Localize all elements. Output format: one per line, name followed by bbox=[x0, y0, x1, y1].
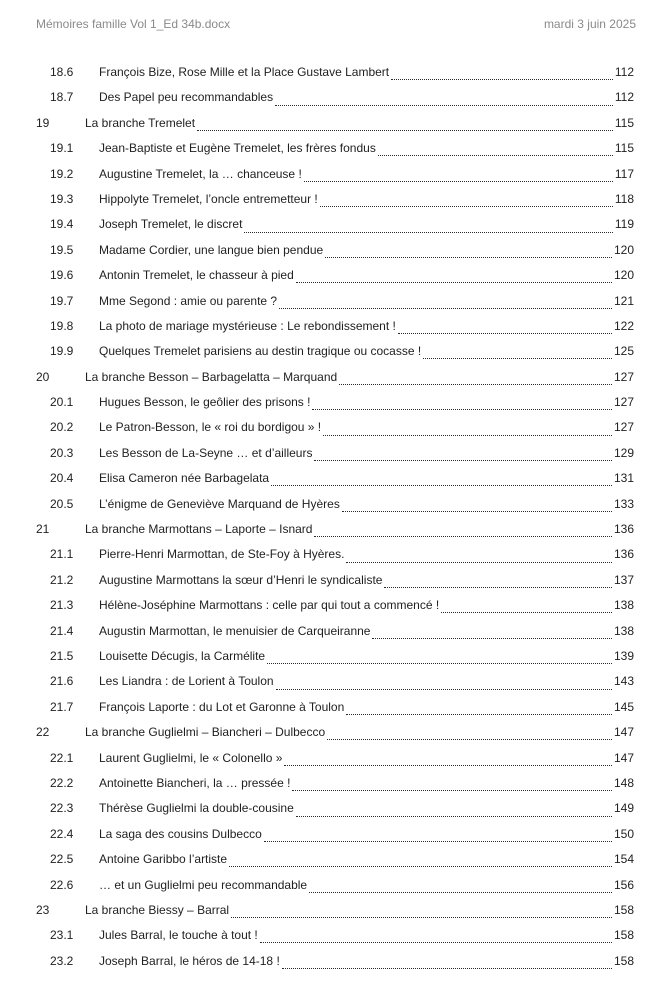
toc-entry-page-number: 118 bbox=[614, 191, 634, 206]
toc-section-entry[interactable] bbox=[36, 568, 634, 593]
toc-chapter-entry[interactable] bbox=[36, 365, 634, 390]
toc-dot-leader bbox=[378, 147, 613, 156]
toc-entry-title: Thérèse Guglielmi la double-cousine bbox=[99, 801, 294, 816]
toc-entry-title: Les Besson de La-Seyne … et d’ailleurs bbox=[99, 445, 313, 460]
toc-entry-page-number: 120 bbox=[613, 242, 634, 257]
toc-entry-number: 22.4 bbox=[50, 826, 74, 841]
toc-dot-leader bbox=[372, 630, 611, 639]
toc-dot-leader bbox=[314, 528, 612, 537]
toc-entry-title: Joseph Tremelet, le discret bbox=[99, 217, 243, 232]
toc-entry-number: 20.1 bbox=[50, 395, 74, 410]
toc-entry-page-number: 158 bbox=[613, 902, 634, 917]
toc-section-entry[interactable] bbox=[36, 162, 634, 187]
toc-section-entry[interactable] bbox=[36, 847, 634, 872]
toc-entry-title: Jean-Baptiste et Eugène Tremelet, les frères fondus bbox=[99, 141, 376, 156]
toc-chapter-entry[interactable] bbox=[36, 111, 634, 136]
toc-dot-leader bbox=[229, 858, 612, 867]
toc-entry-page-number: 127 bbox=[613, 395, 634, 410]
toc-entry-page-number: 129 bbox=[613, 445, 634, 460]
toc-entry-title: Hugues Besson, le geôlier des prisons ! bbox=[99, 395, 311, 410]
toc-dot-leader bbox=[276, 681, 612, 690]
toc-section-entry[interactable] bbox=[36, 949, 634, 974]
toc-entry-page-number: 131 bbox=[613, 471, 634, 486]
toc-entry-number: 20.5 bbox=[50, 496, 74, 511]
toc-entry-number: 19.3 bbox=[50, 191, 74, 206]
toc-entry-page-number: 149 bbox=[613, 801, 634, 816]
toc-entry-page-number: 119 bbox=[614, 217, 634, 232]
toc-dot-leader bbox=[264, 833, 612, 842]
toc-entry-title: L’énigme de Geneviève Marquand de Hyères bbox=[99, 496, 340, 511]
toc-entry-page-number: 136 bbox=[613, 522, 634, 537]
toc-entry-title: Augustine Marmottans la sœur d’Henri le syndicaliste bbox=[99, 572, 383, 587]
toc-entry-page-number: 115 bbox=[614, 115, 634, 130]
toc-entry-number: 23.1 bbox=[50, 928, 74, 943]
toc-entry-number: 21 bbox=[36, 522, 50, 537]
toc-entry-page-number: 122 bbox=[613, 318, 634, 333]
toc-entry-title: Hélène-Joséphine Marmottans : celle par qui tout a commencé ! bbox=[99, 598, 440, 613]
toc-entry-page-number: 127 bbox=[613, 420, 634, 435]
toc-entry-number: 20.4 bbox=[50, 471, 74, 486]
toc-entry-page-number: 156 bbox=[613, 877, 634, 892]
toc-entry-page-number: 137 bbox=[613, 572, 634, 587]
toc-entry-number: 19.6 bbox=[50, 268, 74, 283]
toc-entry-page-number: 150 bbox=[613, 826, 634, 841]
toc-entry-title: Le Patron-Besson, le « roi du bordigou » ! bbox=[99, 420, 322, 435]
toc-entry-title: La saga des cousins Dulbecco bbox=[99, 826, 262, 841]
toc-section-entry[interactable] bbox=[36, 85, 634, 110]
toc-dot-leader bbox=[314, 452, 612, 461]
toc-entry-title: La branche Guglielmi – Biancheri – Dulbecco bbox=[85, 725, 326, 740]
toc-dot-leader bbox=[309, 884, 612, 893]
toc-section-entry[interactable] bbox=[36, 136, 634, 161]
toc-dot-leader bbox=[325, 249, 612, 258]
toc-dot-leader bbox=[398, 325, 612, 334]
toc-entry-number: 19.5 bbox=[50, 242, 74, 257]
toc-entry-title: Elisa Cameron née Barbagelata bbox=[99, 471, 270, 486]
toc-entry-number: 22.6 bbox=[50, 877, 74, 892]
toc-entry-page-number: 138 bbox=[613, 598, 634, 613]
toc-entry-page-number: 147 bbox=[613, 725, 634, 740]
toc-dot-leader bbox=[391, 71, 613, 80]
toc-entry-title: Augustin Marmottan, le menuisier de Carqueiranne bbox=[99, 623, 371, 638]
toc-entry-title: Quelques Tremelet parisiens au destin tragique ou cocasse ! bbox=[99, 344, 422, 359]
toc-entry-title: La branche Biessy – Barral bbox=[85, 902, 230, 917]
toc-entry-page-number: 145 bbox=[613, 699, 634, 714]
toc-entry-number: 19.8 bbox=[50, 318, 74, 333]
toc-entry-number: 23.2 bbox=[50, 953, 74, 968]
toc-section-entry[interactable] bbox=[36, 289, 634, 314]
toc-dot-leader bbox=[346, 554, 612, 563]
toc-entry-number: 19.2 bbox=[50, 166, 74, 181]
toc-section-entry[interactable] bbox=[36, 669, 634, 694]
toc-entry-title: Des Papel peu recommandables bbox=[99, 90, 274, 105]
toc-entry-title: François Bize, Rose Mille et la Place Gustave Lambert bbox=[99, 65, 390, 79]
toc-section-entry[interactable] bbox=[36, 746, 634, 771]
toc-dot-leader bbox=[197, 122, 613, 131]
toc-entry-title: La branche Tremelet bbox=[85, 115, 196, 130]
page-header bbox=[36, 17, 636, 35]
toc-entry-title: Antoine Garibbo l’artiste bbox=[99, 852, 228, 867]
toc-dot-leader bbox=[296, 274, 612, 283]
toc-entry-title: Antoinette Biancheri, la … pressée ! bbox=[99, 775, 291, 790]
toc-entry-number: 21.2 bbox=[50, 572, 74, 587]
header-date: mardi 3 juin 2025 bbox=[543, 17, 636, 31]
toc-dot-leader bbox=[296, 808, 612, 817]
toc-section-entry[interactable] bbox=[36, 187, 634, 212]
toc-dot-leader bbox=[244, 224, 612, 233]
toc-dot-leader bbox=[260, 934, 612, 943]
toc-section-entry[interactable] bbox=[36, 390, 634, 415]
toc-section-entry[interactable] bbox=[36, 314, 634, 339]
toc-entry-number: 21.4 bbox=[50, 623, 74, 638]
toc-entry-title: Joseph Barral, le héros de 14-18 ! bbox=[99, 953, 280, 968]
toc-dot-leader bbox=[312, 401, 612, 410]
toc-entry-number: 21.1 bbox=[50, 547, 74, 562]
toc-entry-number: 23 bbox=[36, 902, 50, 917]
toc-entry-title: Augustine Tremelet, la … chanceuse ! bbox=[99, 166, 302, 181]
toc-section-entry[interactable] bbox=[36, 873, 634, 898]
toc-section-entry[interactable] bbox=[36, 339, 634, 364]
toc-dot-leader bbox=[275, 97, 613, 106]
toc-entry-page-number: 120 bbox=[613, 268, 634, 283]
toc-dot-leader bbox=[267, 655, 612, 664]
toc-entry-number: 20 bbox=[36, 369, 50, 384]
toc-entry-number: 21.3 bbox=[50, 598, 74, 613]
toc-entry-title: La branche Marmottans – Laporte – Isnard bbox=[85, 522, 313, 537]
toc-entry-number: 22.1 bbox=[50, 750, 74, 765]
toc-entry-number: 19.9 bbox=[50, 344, 74, 359]
toc-entry-number: 20.2 bbox=[50, 420, 74, 435]
toc-entry-page-number: 138 bbox=[613, 623, 634, 638]
toc-entry-title: Laurent Guglielmi, le « Colonello » bbox=[99, 750, 283, 765]
toc-entry-page-number: 125 bbox=[613, 344, 634, 359]
toc-entry-page-number: 136 bbox=[613, 547, 634, 562]
toc-entry-page-number: 139 bbox=[613, 648, 634, 663]
toc-entry-title: Louisette Décugis, la Carmélite bbox=[99, 648, 266, 663]
toc-entry-page-number: 158 bbox=[613, 953, 634, 968]
toc-dot-leader bbox=[327, 731, 612, 740]
toc-entry-title: Antonin Tremelet, le chasseur à pied bbox=[99, 268, 294, 283]
toc-dot-leader bbox=[304, 173, 613, 182]
toc-dot-leader bbox=[292, 782, 612, 791]
toc-entry-page-number: 143 bbox=[613, 674, 634, 689]
toc-entry-title: La photo de mariage mystérieuse : Le rebondissement ! bbox=[99, 318, 396, 333]
toc-entry-page-number: 121 bbox=[613, 293, 634, 308]
toc-dot-leader bbox=[231, 909, 612, 918]
toc-section-entry[interactable] bbox=[36, 542, 634, 567]
toc-dot-leader bbox=[323, 427, 612, 436]
toc-entry-number: 19 bbox=[36, 115, 50, 130]
toc-section-entry[interactable] bbox=[36, 695, 634, 720]
toc-entry-title: Madame Cordier, une langue bien pendue bbox=[99, 242, 324, 257]
toc-entry-page-number: 133 bbox=[613, 496, 634, 511]
toc-entry-page-number: 127 bbox=[613, 369, 634, 384]
toc-dot-leader bbox=[342, 503, 612, 512]
toc-entry-number: 20.3 bbox=[50, 445, 74, 460]
toc-entry-page-number: 112 bbox=[614, 90, 634, 105]
toc-entry-page-number: 147 bbox=[613, 750, 634, 765]
toc-entry-number: 22 bbox=[36, 725, 50, 740]
toc-chapter-entry[interactable] bbox=[36, 720, 634, 745]
toc-section-entry[interactable] bbox=[36, 263, 634, 288]
toc-entry-number: 19.7 bbox=[50, 293, 74, 308]
toc-entry-title: Pierre-Henri Marmottan, de Ste-Foy à Hyères. bbox=[99, 547, 345, 562]
toc-dot-leader bbox=[320, 198, 613, 207]
toc-entry-title: Hippolyte Tremelet, l’oncle entremetteur ! bbox=[99, 191, 318, 206]
toc-section-entry[interactable] bbox=[36, 212, 634, 237]
toc-section-entry[interactable] bbox=[36, 796, 634, 821]
table-of-contents bbox=[36, 60, 634, 974]
toc-entry-page-number: 148 bbox=[613, 775, 634, 790]
toc-chapter-entry[interactable] bbox=[36, 517, 634, 542]
toc-entry-number: 22.5 bbox=[50, 852, 74, 867]
toc-section-entry[interactable] bbox=[36, 415, 634, 440]
toc-entry-title: François Laporte : du Lot et Garonne à Toulon bbox=[99, 699, 345, 714]
toc-entry-number: 21.5 bbox=[50, 648, 74, 663]
toc-section-entry[interactable] bbox=[36, 492, 634, 517]
toc-section-entry[interactable] bbox=[36, 466, 634, 491]
toc-section-entry[interactable] bbox=[36, 441, 634, 466]
toc-section-entry[interactable] bbox=[36, 923, 634, 948]
document-title: Mémoires famille Vol 1_Ed 34b.docx bbox=[36, 17, 231, 31]
toc-dot-leader bbox=[271, 477, 612, 486]
toc-section-entry[interactable] bbox=[36, 619, 634, 644]
toc-dot-leader bbox=[423, 350, 612, 359]
toc-chapter-entry[interactable] bbox=[36, 898, 634, 923]
toc-section-entry[interactable] bbox=[36, 60, 634, 85]
toc-dot-leader bbox=[279, 300, 612, 309]
toc-dot-leader bbox=[346, 706, 612, 715]
toc-entry-number: 21.7 bbox=[50, 699, 74, 714]
toc-entry-title: Jules Barral, le touche à tout ! bbox=[99, 928, 258, 943]
toc-dot-leader bbox=[384, 579, 612, 588]
toc-entry-page-number: 115 bbox=[614, 141, 634, 156]
toc-entry-number: 19.1 bbox=[50, 141, 74, 156]
toc-section-entry[interactable] bbox=[36, 238, 634, 263]
toc-section-entry[interactable] bbox=[36, 822, 634, 847]
toc-entry-title: Les Liandra : de Lorient à Toulon bbox=[99, 674, 274, 689]
toc-section-entry[interactable] bbox=[36, 644, 634, 669]
toc-dot-leader bbox=[339, 376, 612, 385]
toc-dot-leader bbox=[441, 604, 612, 613]
toc-entry-number: 22.3 bbox=[50, 801, 74, 816]
toc-entry-number: 21.6 bbox=[50, 674, 74, 689]
toc-section-entry[interactable] bbox=[36, 771, 634, 796]
toc-dot-leader bbox=[282, 960, 612, 969]
toc-entry-page-number: 158 bbox=[613, 928, 634, 943]
toc-entry-title: … et un Guglielmi peu recommandable bbox=[99, 877, 308, 892]
toc-entry-number: 18.6 bbox=[50, 65, 74, 79]
toc-entry-page-number: 117 bbox=[614, 166, 634, 181]
toc-entry-title: Mme Segond : amie ou parente ? bbox=[99, 293, 278, 308]
toc-dot-leader bbox=[284, 757, 612, 766]
toc-entry-page-number: 112 bbox=[614, 65, 634, 79]
toc-entry-title: La branche Besson – Barbagelatta – Marquand bbox=[85, 369, 338, 384]
toc-section-entry[interactable] bbox=[36, 593, 634, 618]
toc-entry-number: 19.4 bbox=[50, 217, 74, 232]
toc-entry-page-number: 154 bbox=[613, 852, 634, 867]
toc-entry-number: 18.7 bbox=[50, 90, 74, 105]
toc-entry-number: 22.2 bbox=[50, 775, 74, 790]
